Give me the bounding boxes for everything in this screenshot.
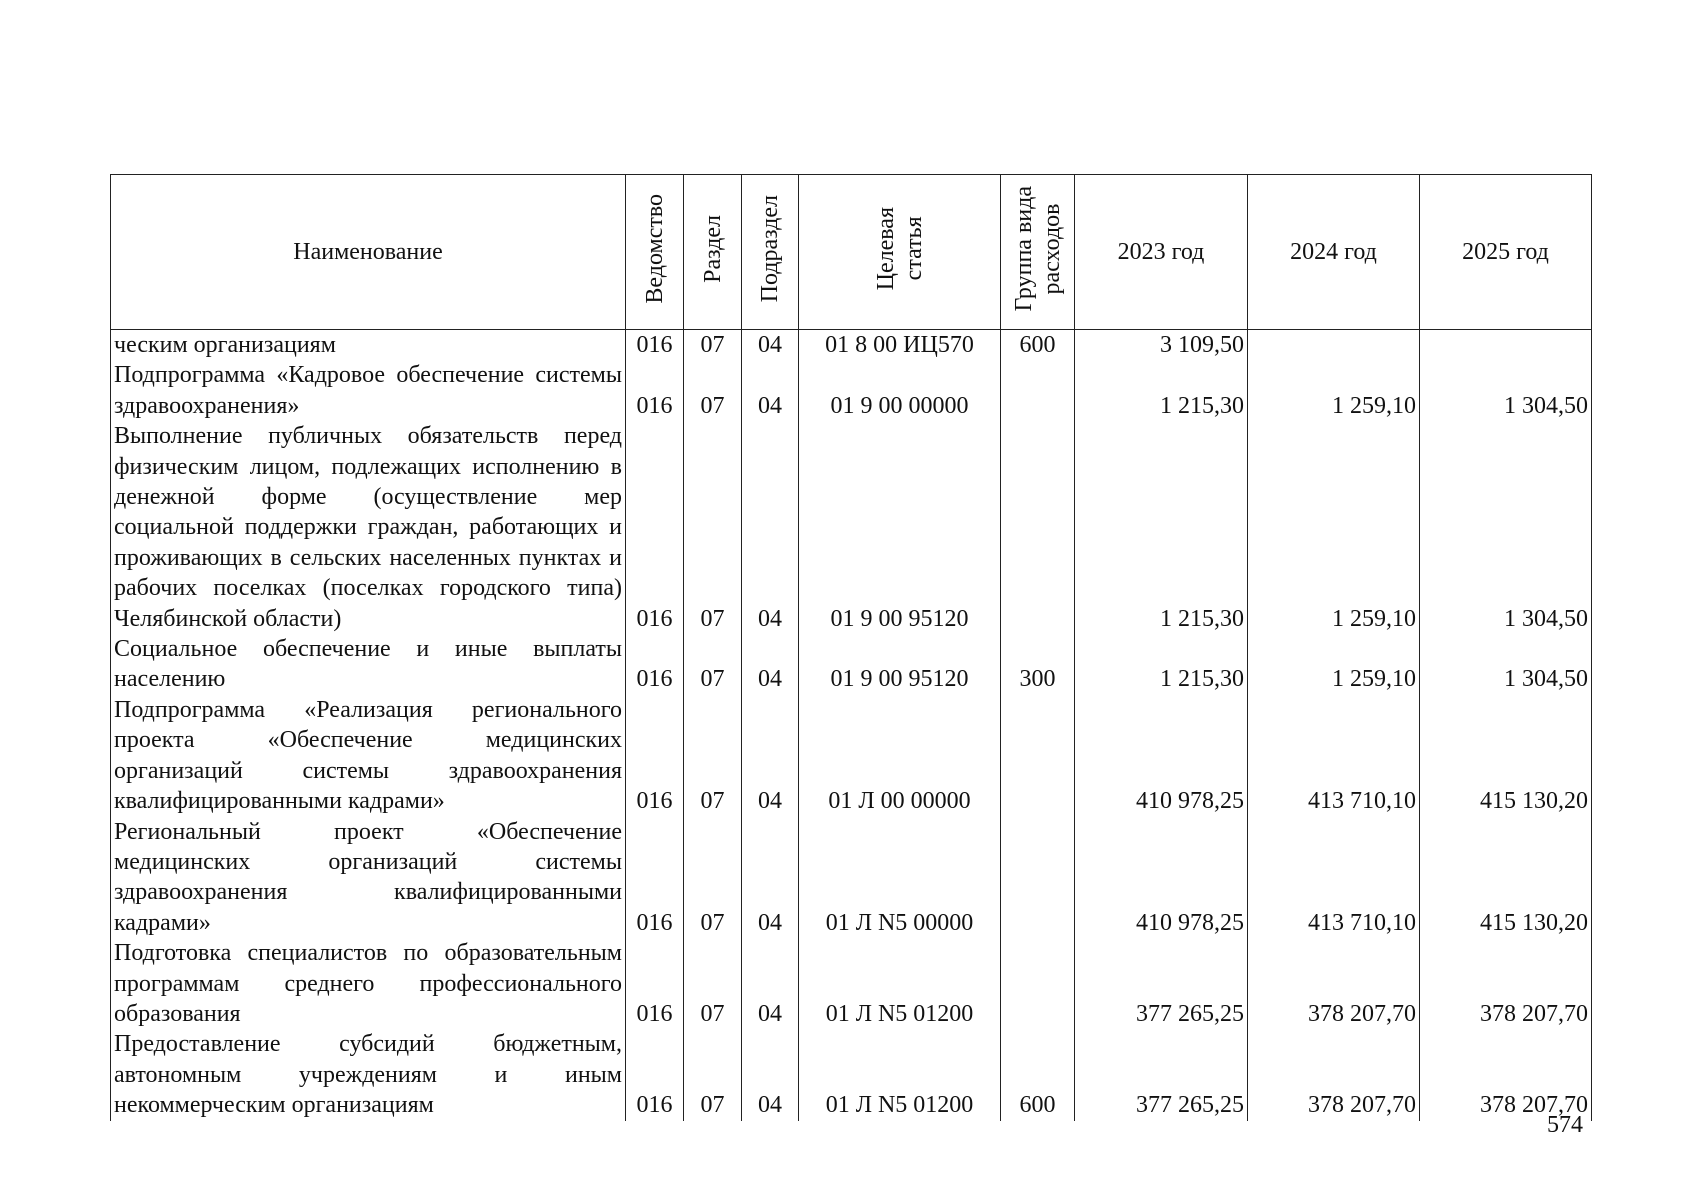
row-podrazdel: 04	[742, 938, 799, 1029]
row-vedomstvo: 016	[626, 421, 684, 634]
row-gruppa	[1001, 817, 1075, 939]
row-vedomstvo: 016	[626, 1029, 684, 1120]
row-podrazdel: 04	[742, 817, 799, 939]
row-name: Подпрограмма «Кадровое обеспечение системы здравоохранения»	[111, 360, 626, 421]
row-2025: 1 304,50	[1420, 634, 1592, 695]
row-name: ческим организациям	[111, 330, 626, 361]
row-podrazdel: 04	[742, 634, 799, 695]
page-number: 574	[1547, 1112, 1583, 1138]
row-vedomstvo: 016	[626, 330, 684, 361]
row-2024: 413 710,10	[1248, 695, 1420, 817]
header-2025: 2025 год	[1420, 175, 1592, 330]
table-row	[111, 634, 1592, 695]
header-tselevaya-statya: Целевая статья	[799, 175, 1001, 330]
row-name: Подготовка специалистов по образовательным программам среднего профессионального образования	[111, 938, 626, 1029]
table-row	[111, 695, 1592, 817]
row-razdel: 07	[684, 360, 742, 421]
row-tselevaya-statya: 01 9 00 95120	[799, 421, 1001, 634]
row-vedomstvo: 016	[626, 634, 684, 695]
row-gruppa	[1001, 695, 1075, 817]
header-2023: 2023 год	[1075, 175, 1248, 330]
row-2025: 1 304,50	[1420, 360, 1592, 421]
table-row	[111, 1029, 1592, 1120]
header-gruppa-vida-raskhodov: Группа вида расходов	[1001, 175, 1075, 330]
row-2025: 415 130,20	[1420, 817, 1592, 939]
row-2025: 378 207,70	[1420, 1029, 1592, 1120]
row-2023: 1 215,30	[1075, 421, 1248, 634]
table-row	[111, 330, 1592, 361]
table-row	[111, 421, 1592, 634]
row-gruppa	[1001, 360, 1075, 421]
row-gruppa: 600	[1001, 1029, 1075, 1120]
row-2023: 410 978,25	[1075, 817, 1248, 939]
row-vedomstvo: 016	[626, 938, 684, 1029]
row-2023: 1 215,30	[1075, 360, 1248, 421]
row-vedomstvo: 016	[626, 695, 684, 817]
row-2024	[1248, 330, 1420, 361]
row-2023: 410 978,25	[1075, 695, 1248, 817]
row-podrazdel: 04	[742, 330, 799, 361]
row-razdel: 07	[684, 817, 742, 939]
row-razdel: 07	[684, 938, 742, 1029]
row-tselevaya-statya: 01 Л 00 00000	[799, 695, 1001, 817]
row-podrazdel: 04	[742, 695, 799, 817]
row-podrazdel: 04	[742, 360, 799, 421]
row-2024: 1 259,10	[1248, 634, 1420, 695]
row-2023: 377 265,25	[1075, 1029, 1248, 1120]
row-2025: 415 130,20	[1420, 695, 1592, 817]
header-podrazdel: Подраздел	[742, 175, 799, 330]
row-2025	[1420, 330, 1592, 361]
row-tselevaya-statya: 01 9 00 95120	[799, 634, 1001, 695]
row-gruppa	[1001, 938, 1075, 1029]
header-name: Наименование	[111, 175, 626, 330]
row-razdel: 07	[684, 695, 742, 817]
table-header-row	[111, 175, 1592, 330]
row-2025: 378 207,70	[1420, 938, 1592, 1029]
row-name: Выполнение публичных обязательств перед физическим лицом, подлежащих исполнению в денежной форме (осуществление мер социальной поддержки граждан, работающих и проживающих в сельских населенных пунктах и рабочих поселках (поселках городского типа) Челябинской области)	[111, 421, 626, 634]
row-2025: 1 304,50	[1420, 421, 1592, 634]
row-2024: 1 259,10	[1248, 421, 1420, 634]
table-row	[111, 938, 1592, 1029]
row-gruppa: 600	[1001, 330, 1075, 361]
row-2024: 413 710,10	[1248, 817, 1420, 939]
header-vedomstvo: Ведомство	[626, 175, 684, 330]
row-vedomstvo: 016	[626, 360, 684, 421]
row-podrazdel: 04	[742, 421, 799, 634]
row-2024: 1 259,10	[1248, 360, 1420, 421]
row-tselevaya-statya: 01 Л N5 00000	[799, 817, 1001, 939]
header-2024: 2024 год	[1248, 175, 1420, 330]
row-tselevaya-statya: 01 8 00 ИЦ570	[799, 330, 1001, 361]
row-razdel: 07	[684, 1029, 742, 1120]
header-razdel: Раздел	[684, 175, 742, 330]
row-vedomstvo: 016	[626, 817, 684, 939]
row-2024: 378 207,70	[1248, 938, 1420, 1029]
row-name: Региональный проект «Обеспечение медицинских организаций системы здравоохранения квалифицированными кадрами»	[111, 817, 626, 939]
row-2023: 1 215,30	[1075, 634, 1248, 695]
row-tselevaya-statya: 01 Л N5 01200	[799, 938, 1001, 1029]
row-gruppa	[1001, 421, 1075, 634]
row-razdel: 07	[684, 421, 742, 634]
row-razdel: 07	[684, 634, 742, 695]
table-row	[111, 817, 1592, 939]
row-podrazdel: 04	[742, 1029, 799, 1120]
row-2023: 377 265,25	[1075, 938, 1248, 1029]
row-tselevaya-statya: 01 Л N5 01200	[799, 1029, 1001, 1120]
budget-table	[110, 174, 1592, 1121]
row-name: Подпрограмма «Реализация регионального проекта «Обеспечение медицинских организаций системы здравоохранения квалифицированными кадрами»	[111, 695, 626, 817]
row-name: Социальное обеспечение и иные выплаты населению	[111, 634, 626, 695]
row-tselevaya-statya: 01 9 00 00000	[799, 360, 1001, 421]
row-2023: 3 109,50	[1075, 330, 1248, 361]
row-gruppa: 300	[1001, 634, 1075, 695]
row-2024: 378 207,70	[1248, 1029, 1420, 1120]
row-name: Предоставление субсидий бюджетным, автономным учреждениям и иным некоммерческим организациям	[111, 1029, 626, 1120]
table-row	[111, 360, 1592, 421]
row-razdel: 07	[684, 330, 742, 361]
